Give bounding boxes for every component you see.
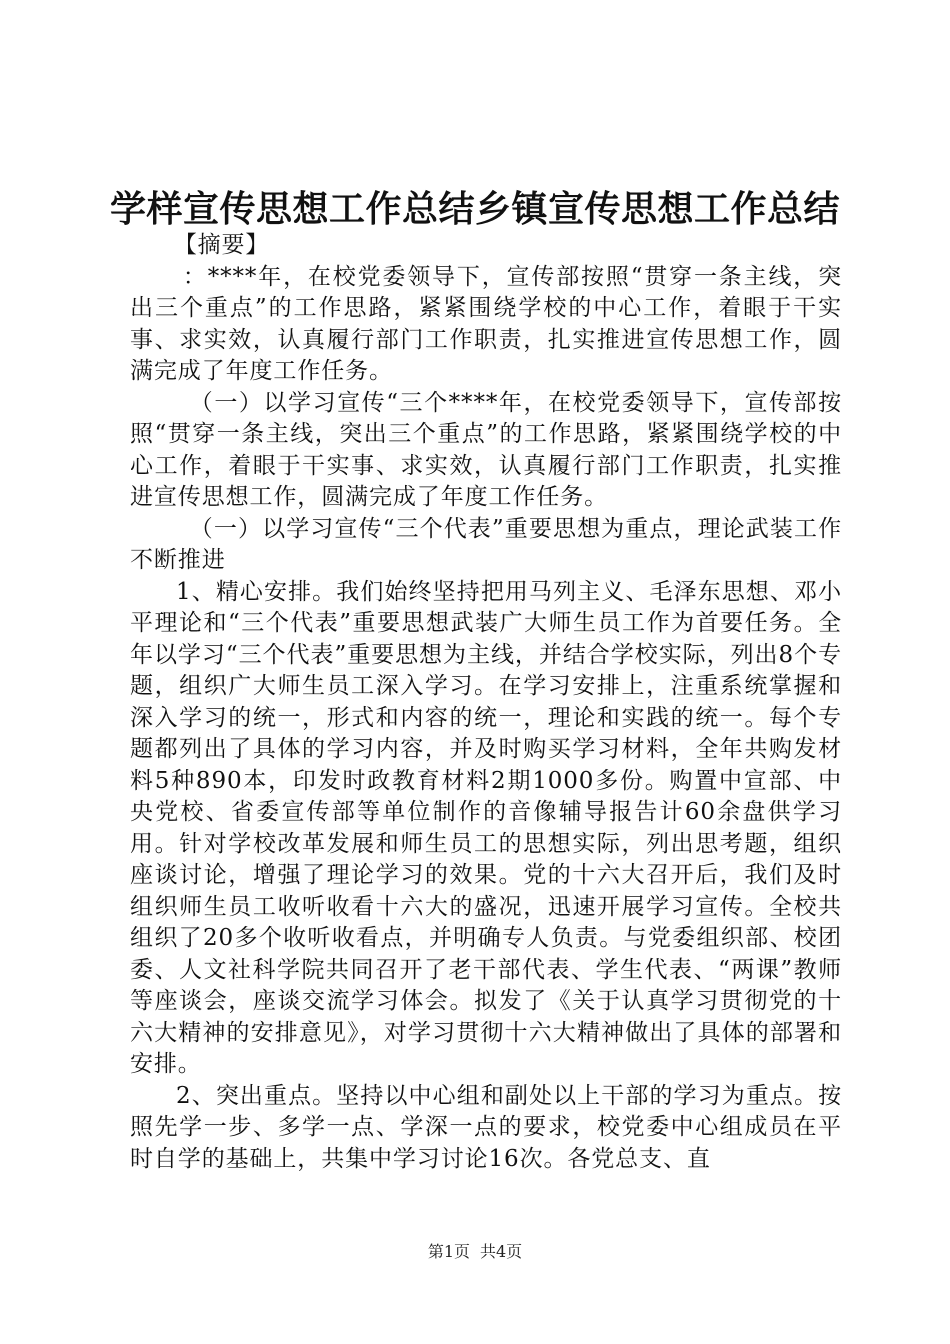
- abstract-heading: 【摘要】: [173, 232, 270, 258]
- page-footer: [0, 1242, 950, 1262]
- page-total: 共4页: [480, 1242, 523, 1261]
- body-paragraph: 2、突出重点。坚持以中心组和副处以上干部的学习为重点。按照先学一步、多学一点、学深一点的要求，校党委中心组成员在平时自学的基础上，共集中学习讨论16次。各党总支、直: [130, 1082, 842, 1172]
- section-paragraph: （一）以学习宣传“三个****年，在校党委领导下，宣传部按照“贯穿一条主线，突出三个重点”的工作思路，紧紧围绕学校的中心工作，着眼于干实事、求实效，认真履行部门工作职责，扎实推进宣传思想工作，圆满完成了年度工作任务。: [130, 389, 842, 510]
- body-paragraph: 1、精心安排。我们始终坚持把用马列主义、毛泽东思想、邓小平理论和“三个代表”重要思想武装广大师生员工作为首要任务。全年以学习“三个代表”重要思想为主线，并结合学校实际，列出8个专题，组织广大师生员工深入学习。在学习安排上，注重系统掌握和深入学习的统一，形式和内容的统一，理论和实践的统一。每个专题都列出了具体的学习内容，并及时购买学习材料，全年共购发材料5种890本，印发时政教育材料2期1000多份。购置中宣部、中央党校、省委宣传部等单位制作的音像辅导报告计60余盘供学习用。针对学校改革发展和师生员工的思想实际，列出思考题，组织座谈讨论，增强了理论学习的效果。党的十六大召开后，我们及时组织师生员工收听收看十六大的盛况，迅速开展学习宣传。全校共组织了20多个收听收看点，并明确专人负责。与党委组织部、校团委、人文社科学院共同召开了老干部代表、学生代表、“两课”教师等座谈会，座谈交流学习体会。拟发了《关于认真学习贯彻党的十六大精神的安排意见》，对学习贯彻十六大精神做出了具体的部署和安排。: [130, 578, 842, 1077]
- page-number: 第1页: [427, 1242, 470, 1261]
- abstract-paragraph: ：****年，在校党委领导下，宣传部按照“贯穿一条主线，突出三个重点”的工作思路，紧紧围绕学校的中心工作，着眼于干实事、求实效，认真履行部门工作职责，扎实推进宣传思想工作，圆满完成了年度工作任务。: [130, 263, 842, 384]
- document-title: 学样宣传思想工作总结乡镇宣传思想工作总结: [109, 189, 840, 230]
- section-heading: （一）以学习宣传“三个代表”重要思想为重点，理论武装工作不断推进: [130, 515, 842, 573]
- document-body: [130, 230, 842, 1175]
